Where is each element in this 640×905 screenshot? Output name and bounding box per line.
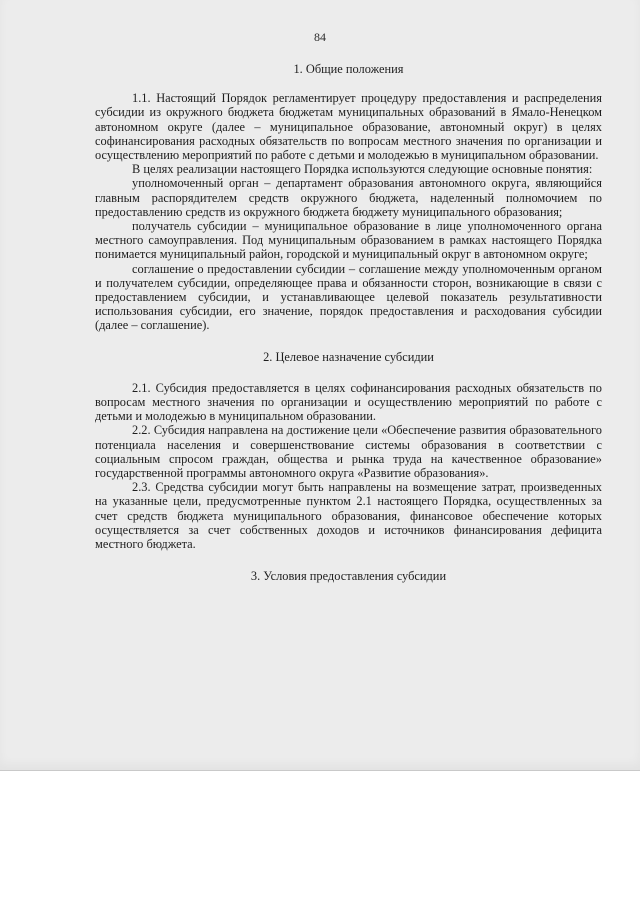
paragraph-definition-recipient: получатель субсидии – муниципальное образование в лице уполномоченного органа местного самоуправления. Под муниципальным образованием в рамках настоящего Порядка понимается муниципальный район, городской и муниципальный округ в автономном округе;: [95, 219, 602, 262]
paragraph-2-2: 2.2. Субсидия направлена на достижение цели «Обеспечение развития образовательного потенциала населения и совершенствование системы образования в соответствии с социальным спросом граждан, общества и рынка труда на качественное образование» государственной программы автономного округа «Развитие образования».: [95, 423, 602, 481]
paragraph-2-3: 2.3. Средства субсидии могут быть направлены на возмещение затрат, произведенных на указанные цели, предусмотренные пунктом 2.1 настоящего Порядка, осуществленных за счет средств бюджета муниципального образования, финансовое обеспечение которых осуществляется за счет собственных доходов и источников финансирования дефицита местного бюджета.: [95, 480, 602, 552]
section-heading-purpose: 2. Целевое назначение субсидии: [263, 349, 434, 364]
paragraph-definition-authorized-body: уполномоченный орган – департамент образования автономного округа, являющийся главным распорядителем средств окружного бюджета, наделенный полномочием по предоставлению средств из окружного бюджета бюджету муниципального образования;: [95, 176, 602, 219]
paragraph-2-1: 2.1. Субсидия предоставляется в целях софинансирования расходных обязательств по вопросам местного значения по организации и осуществлению мероприятий по работе с детьми и молодежью в муниципальном образовании.: [95, 380, 602, 424]
paragraph-1-1: 1.1. Настоящий Порядок регламентирует процедуру предоставления и распределения субсидии из окружного бюджета бюджетам муниципальных образований в Ямало-Ненецком автономном округе (далее – муниципальное образование, автономный округ) в целях софинансирования расходных обязательств по вопросам местного значения по организации и осуществлению мероприятий по работе с детьми и молодежью в муниципальном образовании.: [95, 91, 602, 163]
paragraph-definition-agreement: соглашение о предоставлении субсидии – соглашение между уполномоченным органом и получателем субсидии, определяющее права и обязанности сторон, возникающие в связи с предоставлением субсидии, и устанавливающее целевой показатель результативности использования субсидии, его значение, порядок предоставления и расходования субсидии (далее – соглашение).: [95, 261, 602, 333]
paragraph-definitions-intro: В целях реализации настоящего Порядка используются следующие основные понятия:: [132, 162, 593, 177]
blank-area: [0, 771, 640, 905]
document-body: [95, 62, 602, 584]
page-number: 84: [314, 30, 326, 44]
section-heading-conditions: 3. Условия предоставления субсидии: [250, 569, 447, 584]
section-heading-general: 1. Общие положения: [293, 62, 404, 76]
